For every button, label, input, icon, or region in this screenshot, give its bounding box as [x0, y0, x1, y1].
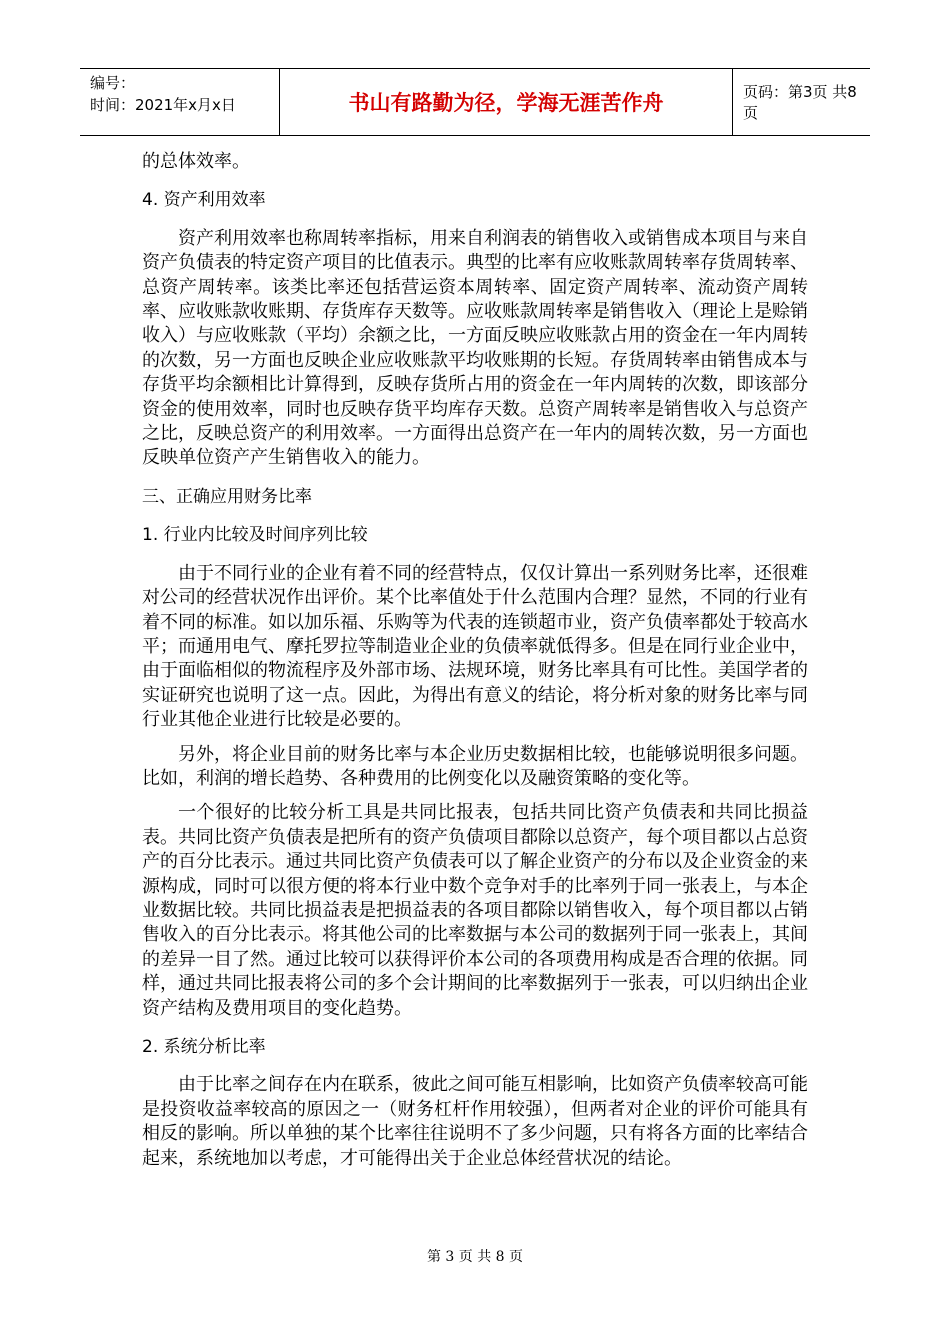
document-number: 编号： — [90, 74, 136, 92]
paragraph-historical-comparison: 另外，将企业目前的财务比率与本企业历史数据相比较，也能够说明很多问题。比如，利润的增长趋势、各种费用的比例变化以及融资策略的变化等。 — [142, 743, 808, 789]
paragraph-system-analysis: 由于比率之间存在内在联系，彼此之间可能互相影响，比如资产负债率较高可能是投资收益率较高的原因之一（财务杠杆作用较强），但两者对企业的评价可能具有相反的影响。所以单独的某个比率往往说明不了多少问题，只有将各方面的比率结合起来，系统地加以考虑，才可能得出关于企业总体经营状况的结论。 — [142, 1074, 808, 1169]
section-heading-asset-efficiency: 4. 资产利用效率 — [142, 190, 266, 211]
section-heading-system-analysis: 2. 系统分析比率 — [142, 1037, 266, 1057]
paragraph-industry-comparison: 由于不同行业的企业有着不同的经营特点，仅仅计算出一系列财务比率，还很难对公司的经营状况作出评价。某个比率值处于什么范围内合理？显然，不同的行业有着不同的标准。如以加乐福、乐购等为代表的连锁超市业，资产负债率都处于较高水平；而通用电气、摩托罗拉等制造业企业的负债率就低得多。但是在同行业企业中，由于面临相似的物流程序及外部市场、法规环境，财务比率具有可比性。美国学者的实证研究也说明了这一点。因此，为得出有意义的结论，将分析对象的财务比率与同行业其他企业进行比较是必要的。 — [142, 562, 808, 731]
header-meta — [80, 69, 280, 135]
document-body — [142, 150, 808, 1171]
document-date: 时间：2021年x月x日 — [90, 96, 236, 114]
paragraph-common-size-statements: 一个很好的比较分析工具是共同比报表，包括共同比资产负债表和共同比损益表。共同比资产负债表是把所有的资产负债项目都除以总资产，每个项目都以占总资产的百分比表示。通过共同比资产负债表可以了解企业资产的分布以及企业资金的来源构成，同时可以很方便的将本行业中数个竞争对手的比率列于同一张表上，与本企业数据比较。共同比损益表是把损益表的各项目都除以销售收入，每个项目都以占销售收入的百分比表示。将其他公司的比率数据与本公司的数据列于同一张表上，其间的差异一目了然。通过比较可以获得评价本公司的各项费用构成是否合理的依据。同样，通过共同比报表将公司的多个会计期间的比率数据列于一张表，可以归纳出企业资产结构及费用项目的变化趋势。 — [142, 802, 808, 1019]
header-motto: 书山有路勤为径，学海无涯苦作舟 — [280, 69, 733, 135]
section-heading-financial-ratios: 三、正确应用财务比率 — [142, 486, 312, 507]
paragraph-asset-efficiency: 资产利用效率也称周转率指标，用来自利润表的销售收入或销售成本项目与来自资产负债表的特定资产项目的比值表示。典型的比率有应收账款周转率存货周转率、总资产周转率。该类比率还包括营运资本周转率、固定资产周转率、流动资产周转率、应收账款收账期、存货库存天数等。应收账款周转率是销售收入（理论上是赊销收入）与应收账款（平均）余额之比，一方面反映应收账款占用的资金在一年内周转的次数，另一方面也反映企业应收账款平均收账期的长短。存货周转率由销售成本与存货平均余额相比计算得到，反映存货所占用的资金在一年内周转的次数，即该部分资金的使用效率，同时也反映存货平均库存天数。总资产周转率是销售收入与总资产之比，反映总资产的利用效率。一方面得出总资产在一年内的周转次数，另一方面也反映单位资产产生销售收入的能力。 — [142, 227, 808, 469]
paragraph-continuation: 的总体效率。 — [142, 151, 250, 172]
page-footer: 第 3 页 共 8 页 — [426, 1249, 524, 1265]
page-header — [80, 68, 870, 136]
section-heading-industry-comparison: 1. 行业内比较及时间序列比较 — [142, 525, 368, 546]
header-page-info: 页码：第3页 共8页 — [743, 83, 857, 122]
